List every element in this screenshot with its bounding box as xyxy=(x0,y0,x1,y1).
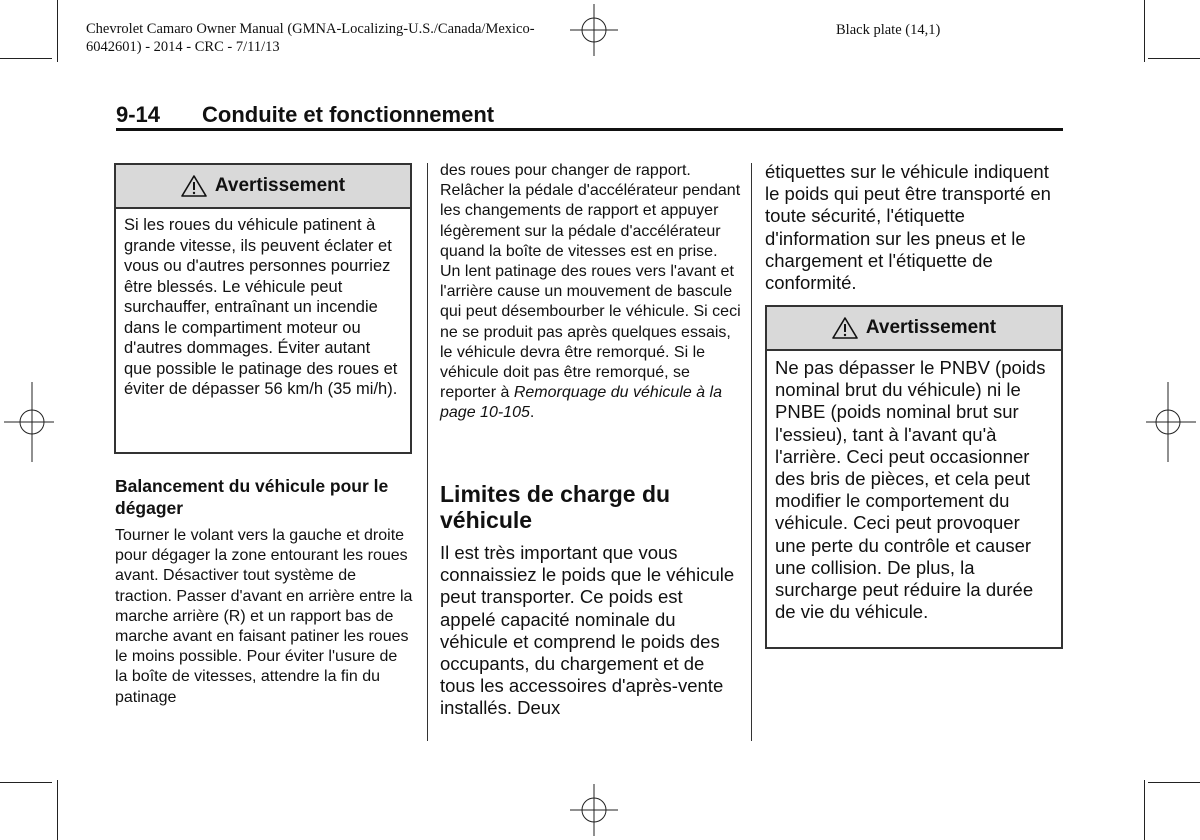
column-divider xyxy=(751,163,752,741)
page-header xyxy=(116,102,494,128)
crop-mark xyxy=(1144,780,1145,840)
crop-mark xyxy=(0,782,52,783)
warning-box xyxy=(765,305,1063,649)
ref-suffix: . xyxy=(529,404,535,422)
crop-mark xyxy=(1144,0,1145,62)
warning-header xyxy=(116,165,410,209)
crop-mark xyxy=(57,780,58,840)
body-paragraph: étiquettes sur le véhicule indiquent le poids qui peut être transporté en toute sécurité, l'étiquette d'information sur les pneus et le chargement et l'étiquette de conformité. xyxy=(765,161,1051,294)
print-meta-line2: 6042601) - 2014 - CRC - 7/11/13 xyxy=(86,39,280,55)
crop-mark xyxy=(1148,58,1200,59)
warning-title: Avertissement xyxy=(214,175,346,196)
ref-prefix: à xyxy=(500,384,514,402)
crop-mark xyxy=(57,0,58,62)
warning-title: Avertissement xyxy=(865,317,997,338)
warning-header xyxy=(767,307,1061,351)
print-meta xyxy=(86,20,535,56)
section-title: Conduite et fonctionnement xyxy=(202,102,495,127)
body-paragraph: Tourner le volant vers la gauche et droite pour dégager la zone entourant les roues avant. Désactiver tout système de traction. Passer d'avant en arrière entre la marche arrière (R) et un rapport bas de marche avant en faisant patiner les roues le moins possible. Pour éviter l'usure de la boîte de vitesses, attendre la fin du patinage xyxy=(115,527,413,706)
crop-mark xyxy=(0,58,52,59)
page-number: 9-14 xyxy=(116,102,161,127)
warning-triangle-icon xyxy=(181,175,207,197)
warning-body: Si les roues du véhicule patinent à grande vitesse, ils peuvent éclater et vous ou d'autres personnes pourriez être blessés. Le véhicule peut surchauffer, entraînant un incendie dans le compartiment moteur ou d'autres dommages. Éviter autant que possible le patinage des roues et éviter de dépasser 56 km/h (35 mi/h). xyxy=(124,216,398,398)
cross-reference-link[interactable]: Remorquage du véhicule à la page 10-105 xyxy=(440,384,722,422)
print-meta-line1: Chevrolet Camaro Owner Manual (GMNA-Localizing-U.S./Canada/Mexico- xyxy=(86,21,535,37)
registration-target-icon xyxy=(1144,380,1198,464)
header-rule xyxy=(116,128,1063,131)
warning-box xyxy=(114,163,412,454)
registration-target-icon xyxy=(2,380,56,464)
registration-target-icon xyxy=(568,2,620,58)
warning-body: Ne pas dépasser le PNBV (poids nominal brut du véhicule) ni le PNBE (poids nominal brut sur l'essieu), tant à l'avant qu'à l'arrière. Ceci peut occasionner des bris de pièces, et cela peut modifier le comportement du véhicule. Ceci peut provoquer une perte du contrôle et causer une collision. De plus, la surcharge peut réduire la durée de vie du véhicule. xyxy=(775,357,1046,623)
body-paragraph xyxy=(440,161,742,424)
body-text: des roues pour changer de rapport. Relâcher la pédale d'accélérateur pendant les changements de rapport et appuyer légèrement sur la pédale d'accélérateur quand la boîte de vitesses est en prise. Un lent patinage des roues vers l'avant et l'arrière cause un mouvement de bascule qui peut désembourber le véhicule. Si ceci ne se produit pas après quelques essais, le véhicule devra être remorqué. Si le véhicule doit pas être remorqué, se reporter xyxy=(440,162,741,402)
section-heading: Limites de charge du véhicule xyxy=(440,481,671,533)
column-divider xyxy=(427,163,428,741)
subheading: Balancement du véhicule pour le dégager xyxy=(115,476,389,518)
plate-label: Black plate (14,1) xyxy=(836,22,941,38)
warning-triangle-icon xyxy=(832,317,858,339)
body-paragraph: Il est très important que vous connaissiez le poids que le véhicule peut transporter. Ce poids est appelé capacité nominale du véhicule et comprend le poids des occupants, du chargement et de tous les accessoires d'après-vente installés. Deux xyxy=(440,542,735,719)
registration-target-icon xyxy=(568,782,620,838)
crop-mark xyxy=(1148,782,1200,783)
